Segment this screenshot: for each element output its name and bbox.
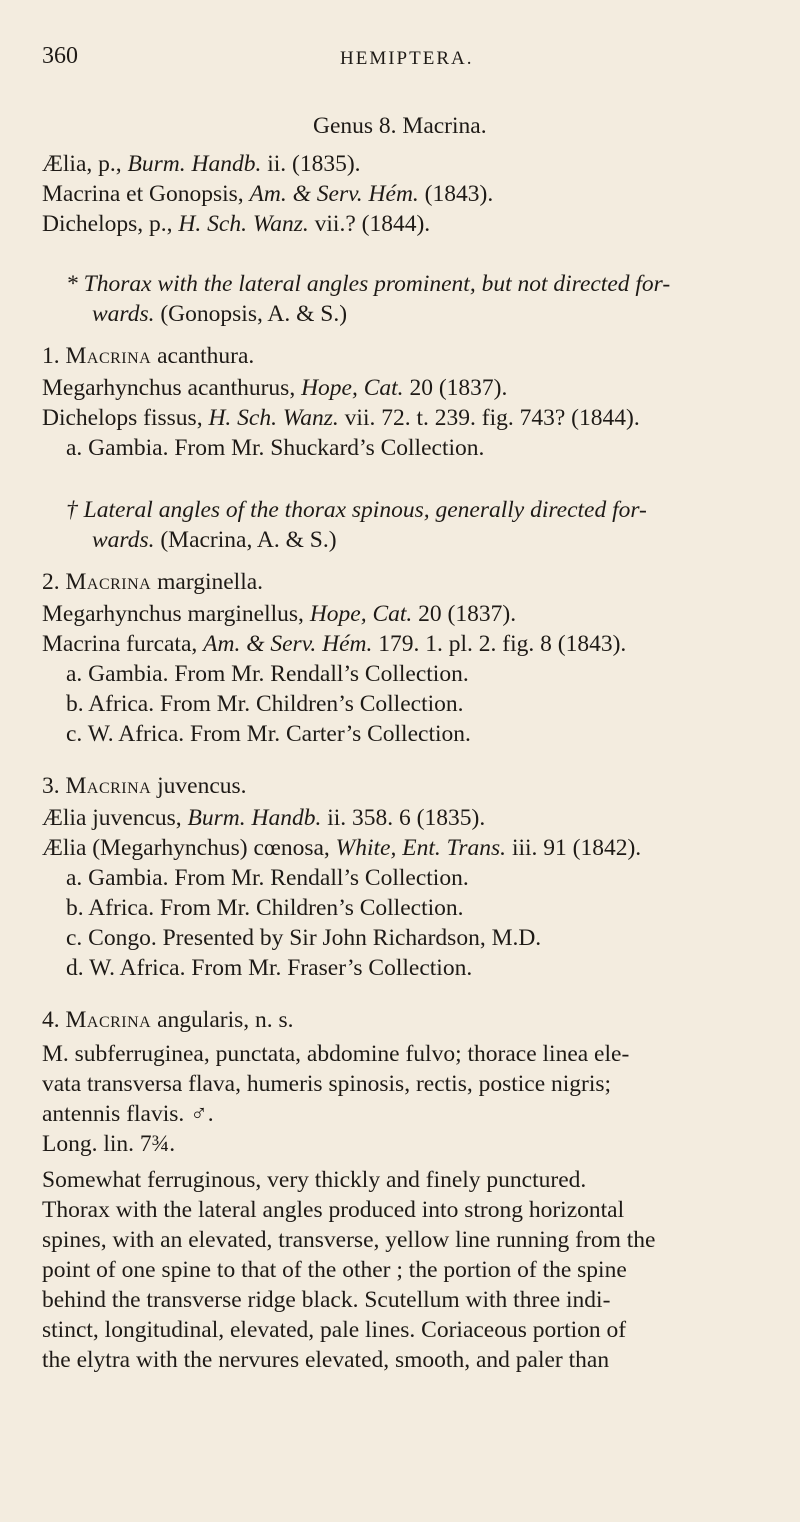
specimen-line: a. Gambia. From Mr. Rendall’s Collection. <box>66 865 469 891</box>
section-heading-cont: wards. (Gonopsis, A. & S.) <box>92 301 348 327</box>
reference-line: Megarhynchus acanthurus, Hope, Cat. 20 (1837). <box>42 375 508 401</box>
reference-line: Macrina furcata, Am. & Serv. Hém. 179. 1. pl. 2. fig. 8 (1843). <box>42 631 627 657</box>
latin-diagnosis-line: antennis flavis. ♂. <box>42 1101 214 1127</box>
reference-line: Ælia juvencus, Burm. Handb. ii. 358. 6 (1835). <box>42 805 486 831</box>
page-number: 360 <box>42 43 78 69</box>
specimen-line: d. W. Africa. From Mr. Fraser’s Collection. <box>66 955 473 981</box>
reference-line: Dichelops fissus, H. Sch. Wanz. vii. 72. t. 239. fig. 743? (1844). <box>42 405 640 431</box>
description-line: stinct, longitudinal, elevated, pale lines. Coriaceous portion of <box>42 1317 627 1343</box>
species-heading: 3. Macrina juvencus. <box>42 773 247 799</box>
section-heading-cont: wards. (Macrina, A. & S.) <box>92 527 337 553</box>
synonym-line: Ælia, p., Burm. Handb. ii. (1835). <box>42 151 361 177</box>
latin-diagnosis-line: vata transversa flava, humeris spinosis, rectis, postice nigris; <box>42 1071 612 1097</box>
description-line: point of one spine to that of the other ; the portion of the spine <box>42 1257 627 1283</box>
length-line: Long. lin. 7¾. <box>42 1131 176 1157</box>
description-line: Somewhat ferruginous, very thickly and finely punctured. <box>42 1167 587 1193</box>
reference-line: Megarhynchus marginellus, Hope, Cat. 20 (1837). <box>42 601 517 627</box>
genus-heading: Genus 8. Macrina. <box>313 113 487 139</box>
reference-line: Ælia (Megarhynchus) cœnosa, White, Ent. Trans. iii. 91 (1842). <box>42 835 642 861</box>
synonym-line: Macrina et Gonopsis, Am. & Serv. Hém. (1843). <box>42 181 494 207</box>
description-line: spines, with an elevated, transverse, yellow line running from the <box>42 1227 656 1253</box>
section-heading: † Lateral angles of the thorax spinous, generally directed for- <box>66 497 647 523</box>
description-line: behind the transverse ridge black. Scutellum with three indi- <box>42 1287 611 1313</box>
specimen-line: a. Gambia. From Mr. Shuckard’s Collection. <box>66 435 485 461</box>
section-heading: * Thorax with the lateral angles prominent, but not directed for- <box>66 271 671 297</box>
species-heading: 2. Macrina marginella. <box>42 569 264 595</box>
specimen-line: b. Africa. From Mr. Children’s Collection. <box>66 895 464 921</box>
specimen-line: a. Gambia. From Mr. Rendall’s Collection. <box>66 661 469 687</box>
specimen-line: c. W. Africa. From Mr. Carter’s Collection. <box>66 721 471 747</box>
running-head: HEMIPTERA. <box>340 48 474 69</box>
description-line: the elytra with the nervures elevated, smooth, and paler than <box>42 1347 610 1373</box>
specimen-line: c. Congo. Presented by Sir John Richardson, M.D. <box>66 925 542 951</box>
species-heading: 4. Macrina angularis, n. s. <box>42 1007 294 1033</box>
latin-diagnosis-line: M. subferruginea, punctata, abdomine fulvo; thorace linea ele- <box>42 1041 630 1067</box>
synonym-line: Dichelops, p., H. Sch. Wanz. vii.? (1844). <box>42 211 431 237</box>
specimen-line: b. Africa. From Mr. Children’s Collection. <box>66 691 464 717</box>
species-heading: 1. Macrina acanthura. <box>42 343 255 369</box>
description-line: Thorax with the lateral angles produced into strong horizontal <box>42 1197 625 1223</box>
